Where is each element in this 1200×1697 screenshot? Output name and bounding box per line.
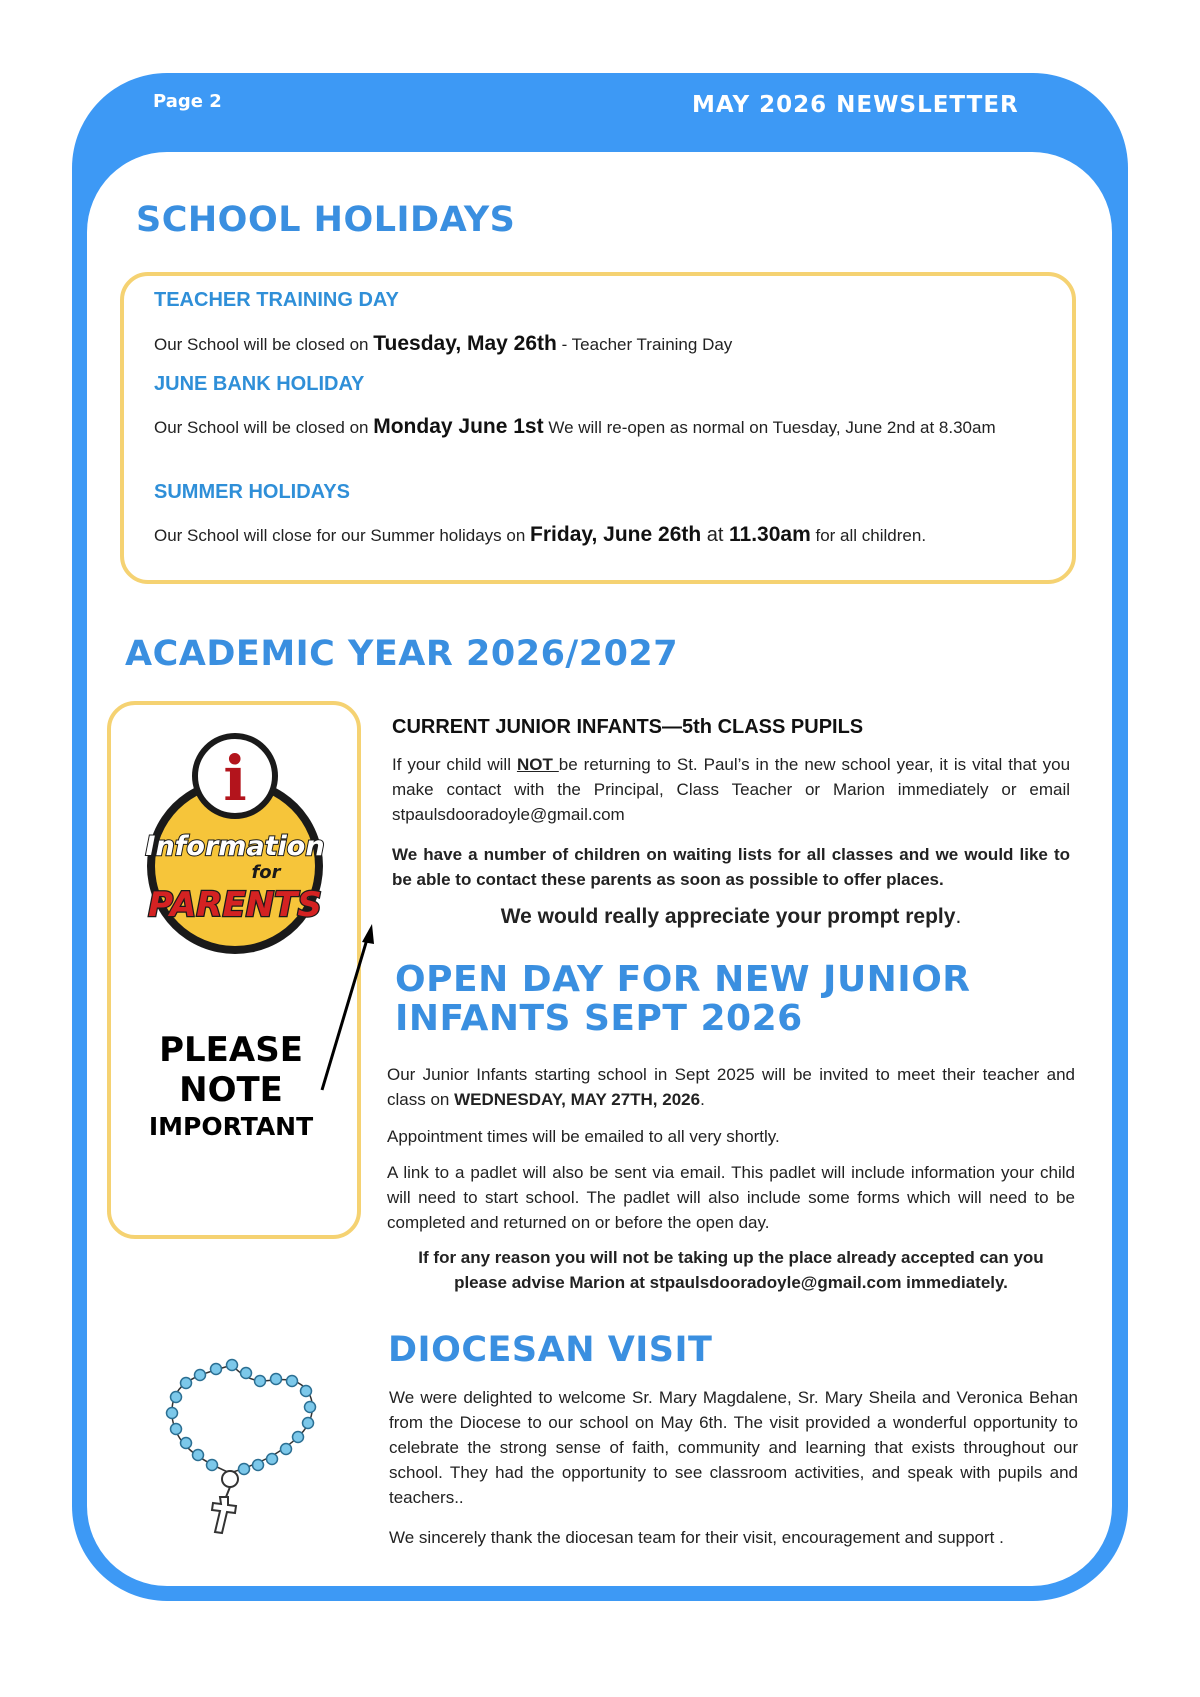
pointer-arrow <box>310 920 380 1100</box>
please-note-line3: IMPORTANT <box>148 1112 314 1141</box>
page-number: Page 2 <box>153 91 222 112</box>
open-day-paragraph-2: Appointment times will be emailed to all very shortly. <box>387 1127 780 1146</box>
bank-holiday-date: Monday June 1st <box>373 415 544 438</box>
diocesan-visit-heading: DIOCESAN VISIT <box>388 1330 713 1370</box>
open-day-paragraph-1: Our Junior Infants starting school in Sept 2025 will be invited to meet their teacher and class on WEDNESDAY, MAY 27TH, 2026. <box>387 1065 1075 1109</box>
rosary-icon <box>160 1355 340 1540</box>
please-note-line2: NOTE <box>179 1070 283 1110</box>
summer-holidays-time: 11.30am <box>729 523 811 546</box>
academic-year-heading: ACADEMIC YEAR 2026/2027 <box>125 634 679 674</box>
please-note-line1: PLEASE <box>159 1030 303 1070</box>
teacher-training-title: TEACHER TRAINING DAY <box>154 289 399 311</box>
cross-icon <box>212 1497 236 1533</box>
open-day-paragraph-3: A link to a padlet will also be sent via email. This padlet will include information your child will need to start school. The padlet will also include some forms which will need to be completed and returned on or before the open day. <box>387 1163 1075 1232</box>
summer-holidays-text: Our School will close for our Summer holidays on Friday, June 26th at 11.30am for all children. <box>154 523 927 546</box>
bank-holiday-text: Our School will be closed on Monday June 1st We will re-open as normal on Tuesday, June 2nd at 8.30am <box>154 415 996 438</box>
diocesan-paragraph-1: We were delighted to welcome Sr. Mary Magdalene, Sr. Mary Sheila and Veronica Behan from the Diocese to our school on May 6th. The visit provided a wonderful opportunity to celebrate the strong sense of faith, community and learning that exists throughout our school. They had the opportunity to see classroom activities, and speak with pupils and teachers.. <box>389 1388 1078 1507</box>
summer-holidays-date: Friday, June 26th <box>530 523 702 546</box>
logo-text-parents: PARENTS <box>148 885 322 925</box>
diocesan-paragraph-2: We sincerely thank the diocesan team for their visit, encouragement and support . <box>389 1528 1004 1547</box>
summer-holidays-title: SUMMER HOLIDAYS <box>154 481 350 503</box>
bank-holiday-title: JUNE BANK HOLIDAY <box>154 373 365 395</box>
current-pupils-subheading: CURRENT JUNIOR INFANTS—5th CLASS PUPILS <box>392 716 864 738</box>
open-day-date: WEDNESDAY, MAY 27TH, 2026 <box>454 1090 701 1109</box>
academic-paragraph-2: We have a number of children on waiting lists for all classes and we would like to be able to contact these parents as soon as possible to offer places. <box>392 845 1070 889</box>
teacher-training-date: Tuesday, May 26th <box>373 332 557 355</box>
school-holidays-heading: SCHOOL HOLIDAYS <box>136 200 516 240</box>
academic-paragraph-1: If your child will NOT be returning to St. Paul’s in the new school year, it is vital that you make contact with the Principal, Class Teacher or Marion immediately or email stpaulsdooradoyle@gmail.com <box>392 755 1071 824</box>
newsletter-title: MAY 2026 NEWSLETTER <box>692 92 1019 118</box>
logo-text-information: Information <box>145 831 325 862</box>
academic-paragraph-3: We would really appreciate your prompt reply. <box>500 905 962 928</box>
teacher-training-text: Our School will be closed on Tuesday, May 26th - Teacher Training Day <box>154 332 733 355</box>
open-day-heading: OPEN DAY FOR NEW JUNIOR INFANTS SEPT 2026 <box>395 959 971 1039</box>
open-day-paragraph-4: If for any reason you will not be taking up the place already accepted can you please advise Marion at stpaulsdooradoyle@gmail.com immediately. <box>418 1248 1044 1292</box>
not-emphasis: NOT <box>516 755 559 774</box>
logo-text-for: for <box>251 862 281 883</box>
info-letter: i <box>223 742 247 815</box>
